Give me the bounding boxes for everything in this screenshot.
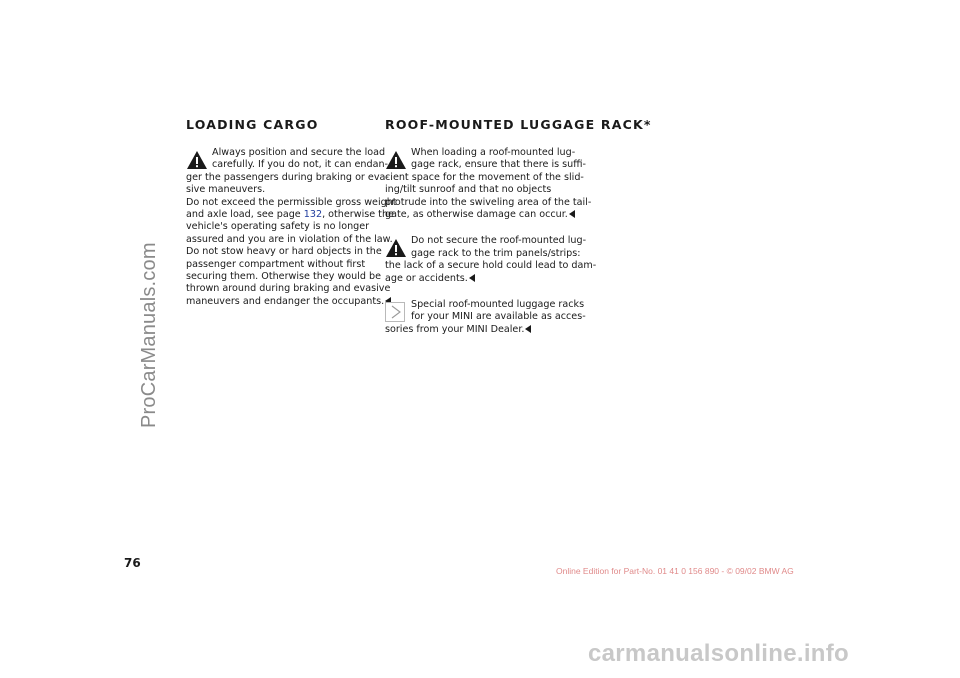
text-line: Do not exceed the permissible gross weight (186, 196, 397, 208)
roof-rack-heading: ROOF-MOUNTED LUGGAGE RACK* (385, 117, 652, 132)
text-line: carefully. If you do not, it can endan- (212, 159, 388, 171)
text-line: , otherwise the (322, 209, 394, 221)
text-line: ger the passengers during braking or eva- (186, 171, 389, 183)
end-mark-icon (525, 325, 531, 333)
roof-rack-warning-2 (385, 235, 597, 285)
page-number: 76 (124, 556, 141, 570)
page-132-link[interactable]: 132 (303, 209, 323, 221)
text-line: for your MINI are available as acces- (411, 311, 586, 323)
text-line: Do not secure the roof-mounted lug- (411, 235, 587, 247)
loading-cargo-heading: LOADING CARGO (186, 117, 319, 132)
footer-site-watermark: carmanualsonline.info (588, 640, 850, 667)
side-watermark: ProCarManuals.com (138, 242, 160, 428)
text-line: ing/tilt sunroof and that no objects (385, 184, 552, 196)
end-mark-icon (569, 210, 575, 218)
text-line: gage rack to the trim panels/strips: (411, 247, 581, 259)
text-line: and axle load, see page (186, 209, 304, 221)
text-line: securing them. Otherwise they would be (186, 271, 382, 283)
roof-rack-column (385, 147, 597, 350)
loading-cargo-column (186, 147, 397, 322)
text-line: the lack of a secure hold could lead to dam- (385, 260, 597, 272)
text-line: maneuvers and endanger the occupants. (186, 295, 385, 307)
text-line: cient space for the movement of the slid- (385, 171, 584, 183)
text-line: thrown around during braking and evasive (186, 283, 391, 295)
text-line: sive maneuvers. (186, 184, 266, 196)
text-line: Do not stow heavy or hard objects in the (186, 246, 382, 258)
text-line: gage rack, ensure that there is suffi- (411, 159, 587, 171)
text-line: gate, as otherwise damage can occur. (385, 209, 568, 221)
footer-edition-note: Online Edition for Part-No. 01 41 0 156 890 - © 09/02 BMW AG (556, 566, 794, 576)
text-line: Always position and secure the load (212, 147, 386, 158)
text-line: vehicle's operating safety is no longer (186, 221, 370, 233)
text-line: sories from your MINI Dealer. (385, 323, 525, 335)
roof-rack-note (385, 299, 586, 336)
text-line: assured and you are in violation of the law. (186, 233, 393, 245)
loading-cargo-warning (186, 147, 397, 308)
text-line: Special roof-mounted luggage racks (411, 299, 585, 311)
text-line: protrude into the swiveling area of the tail- (385, 196, 592, 208)
roof-rack-warning-1 (385, 147, 592, 221)
end-mark-icon (469, 274, 475, 282)
text-line: passenger compartment without first (186, 258, 366, 270)
text-line: age or accidents. (385, 272, 468, 284)
text-line: When loading a roof-mounted lug- (411, 147, 576, 158)
